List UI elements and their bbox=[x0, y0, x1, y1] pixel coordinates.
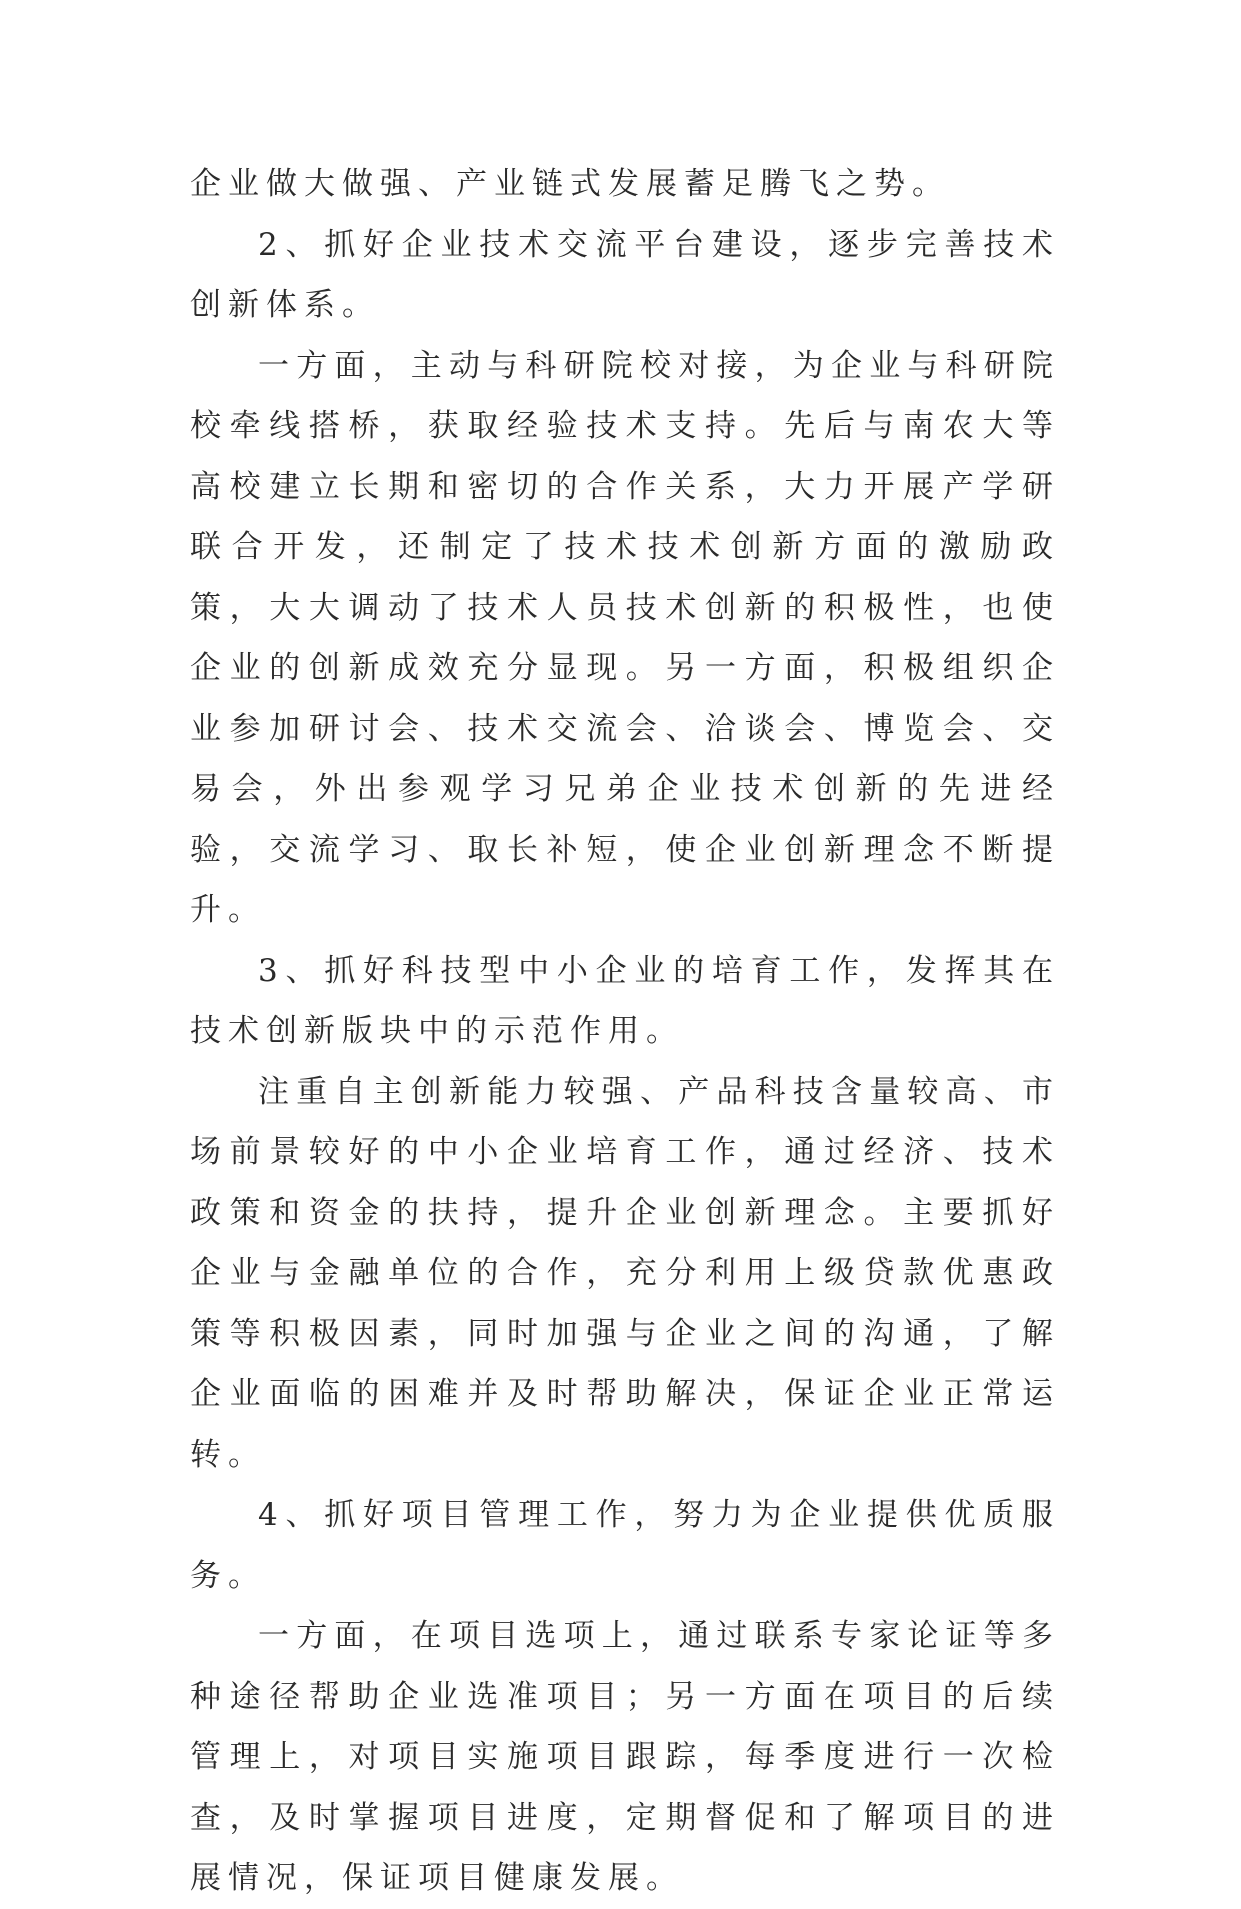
section-heading-4: 4、抓好项目管理工作，努力为企业提供优质服务。 bbox=[190, 1497, 1060, 1594]
paragraph-project-management: 一方面，在项目选项上，通过联系专家论证等多种途径帮助企业选准项目；另一方面在项目的后续管理上，对项目实施项目跟踪，每季度进行一次检查，及时掌握项目进度，定期督促和了解项目的进展情况，保证项目健康发展。 bbox=[190, 1618, 1060, 1896]
paragraph-tech-exchange: 一方面，主动与科研院校对接，为企业与科研院校牵线搭桥，获取经验技术支持。先后与南农大等高校建立长期和密切的合作关系，大力开展产学研联合开发，还制定了技术技术创新方面的激励政策，大大调动了技术人员技术创新的积极性，也使企业的创新成效充分显现。另一方面，积极组织企业参加研讨会、技术交流会、洽谈会、博览会、交易会，外出参观学习兄弟企业技术创新的先进经验，交流学习、取长补短，使企业创新理念不断提升。 bbox=[190, 347, 1060, 928]
paragraph-sme-cultivation: 注重自主创新能力较强、产品科技含量较高、市场前景较好的中小企业培育工作，通过经济、技术政策和资金的扶持，提升企业创新理念。主要抓好企业与金融单位的合作，充分利用上级贷款优惠政策等积极因素，同时加强与企业之间的沟通，了解企业面临的困难并及时帮助解决，保证企业正常运转。 bbox=[190, 1073, 1060, 1473]
paragraph-continuation: 企业做大做强、产业链式发展蓄足腾飞之势。 bbox=[190, 166, 950, 202]
section-heading-3: 3、抓好科技型中小企业的培育工作，发挥其在技术创新版块中的示范作用。 bbox=[190, 952, 1060, 1049]
section-heading-2: 2、抓好企业技术交流平台建设，逐步完善技术创新体系。 bbox=[190, 226, 1060, 323]
document-body bbox=[190, 154, 1060, 1909]
